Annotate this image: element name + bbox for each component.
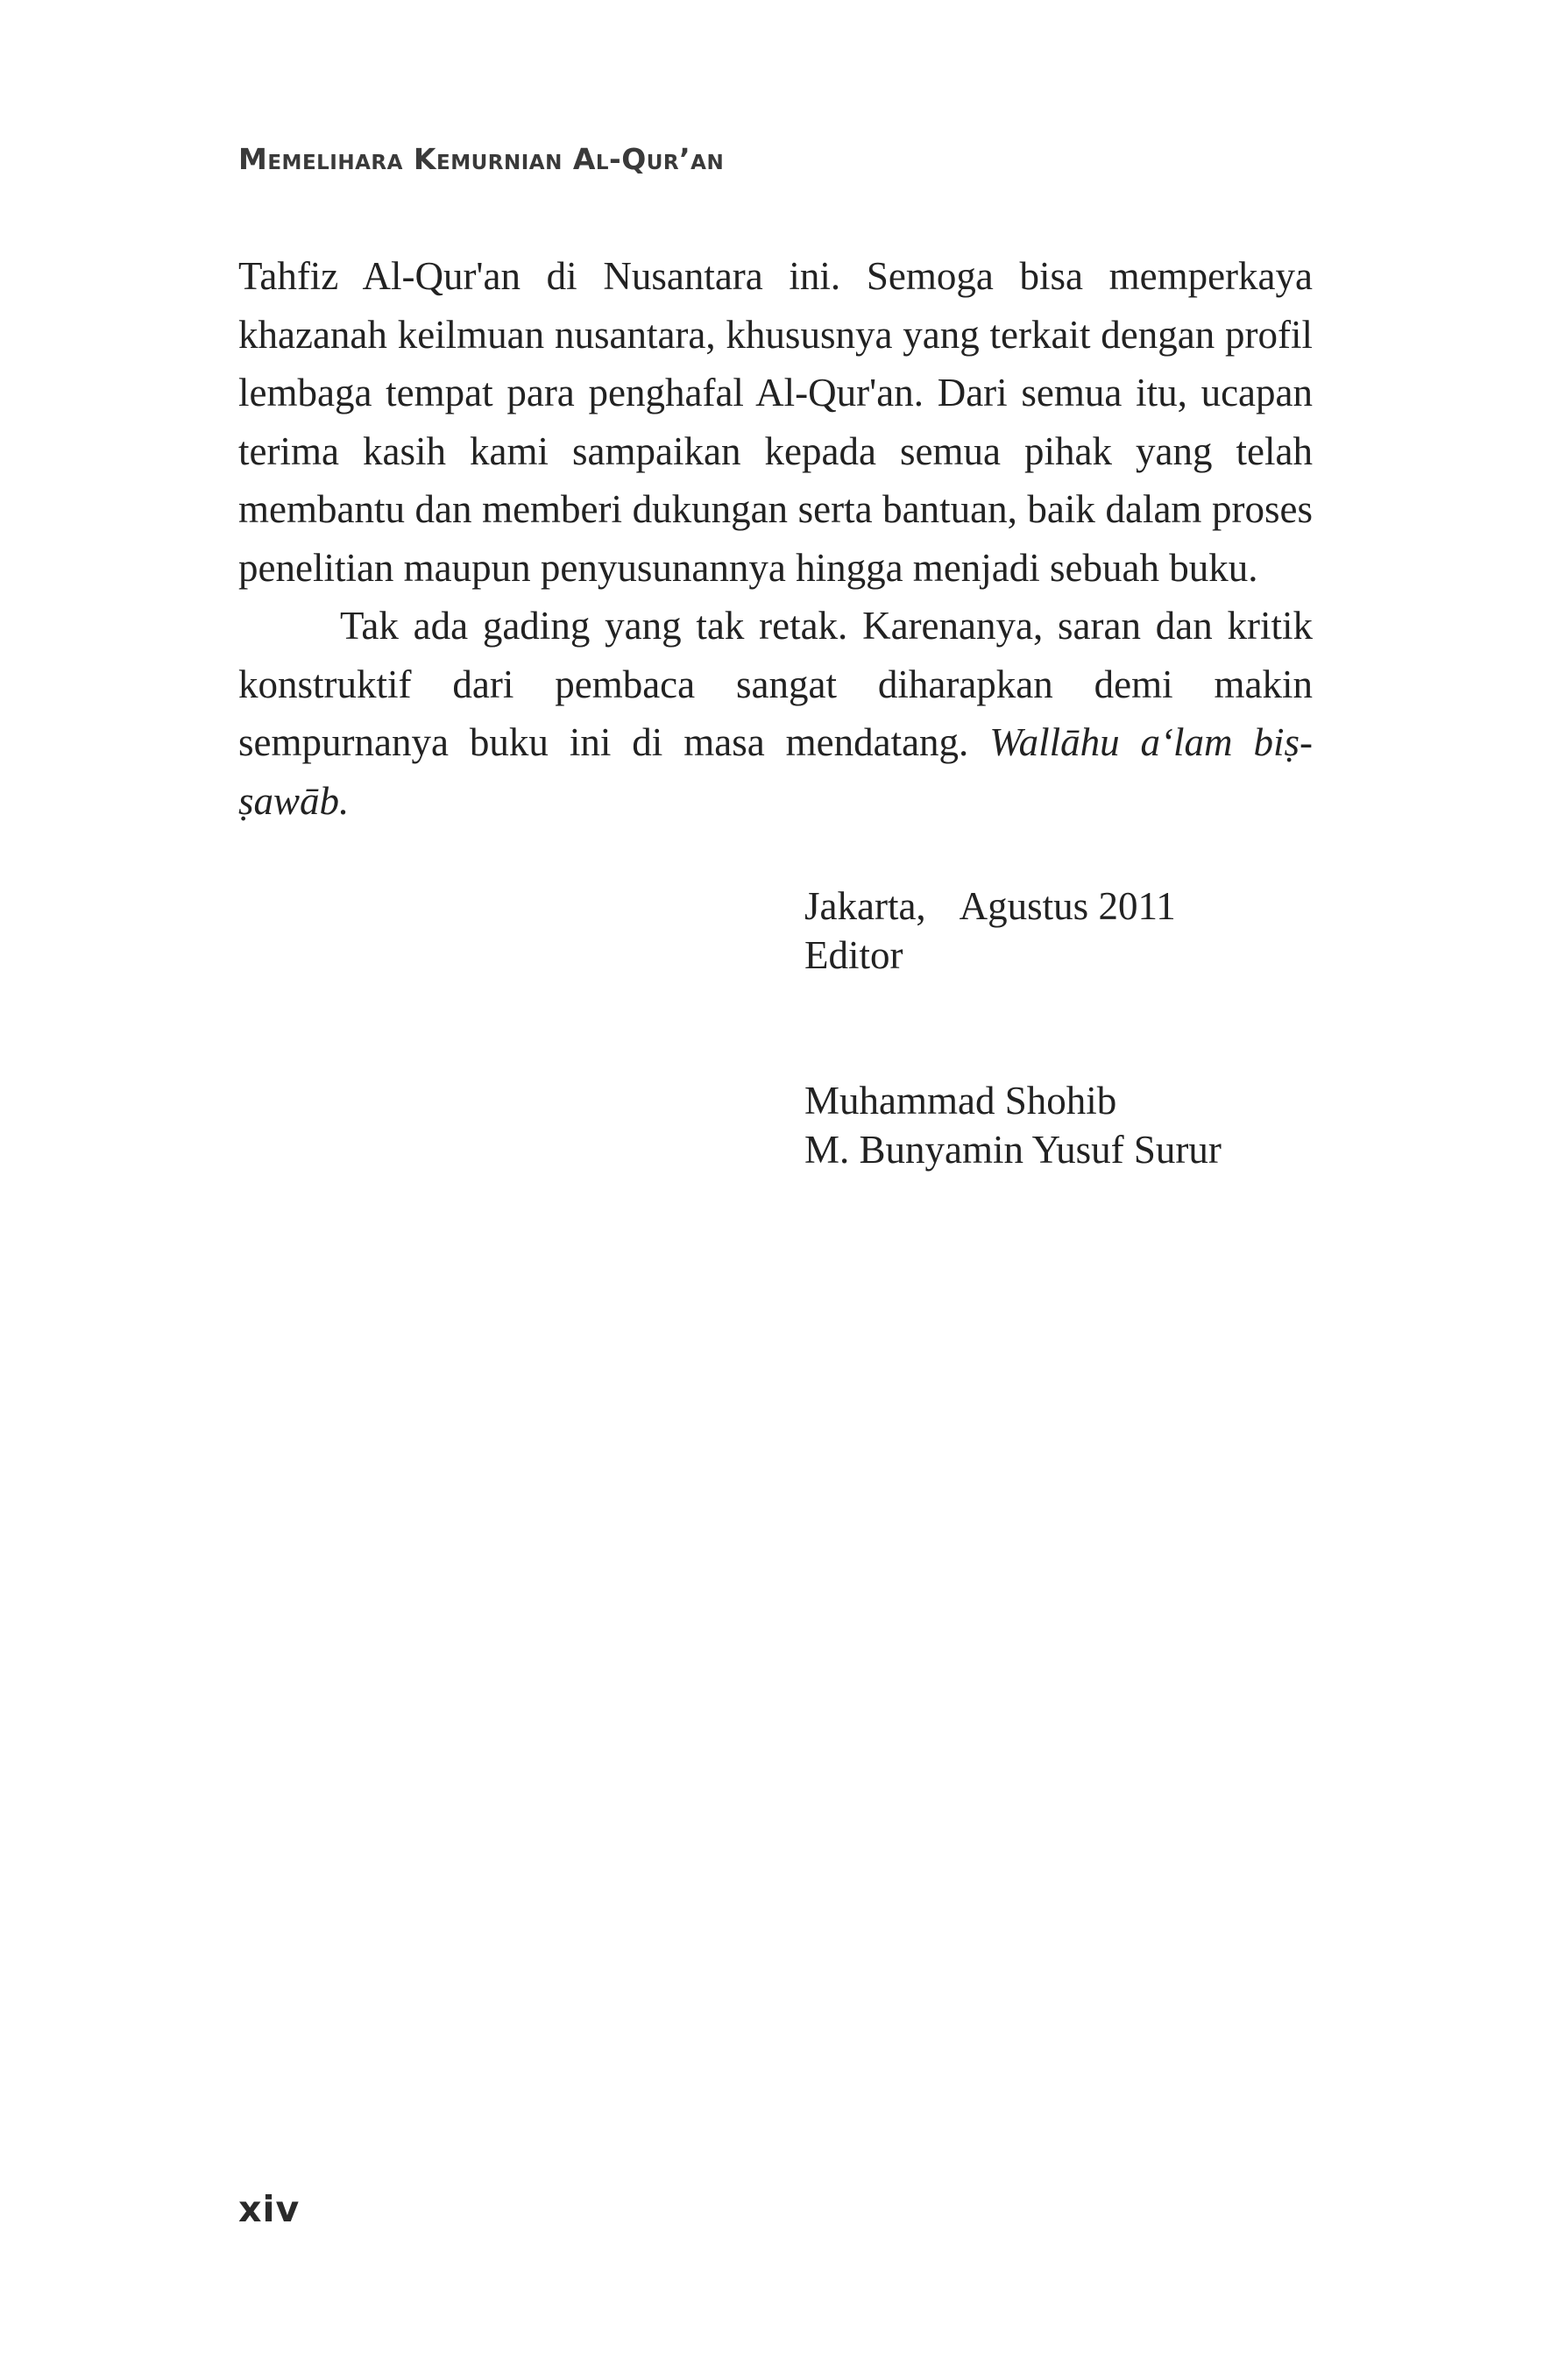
page-number: xiv (238, 2188, 301, 2230)
signature-place: Jakarta, (804, 884, 926, 928)
paragraph-2 (238, 597, 1313, 830)
signature-name-1: Muhammad Shohib (804, 1079, 1117, 1123)
body-text (238, 247, 1313, 830)
signature-names (804, 1076, 1222, 1174)
signature-block (804, 882, 1222, 1174)
signature-role: Editor (804, 933, 903, 977)
paragraph-2-text: Tak ada gading yang tak retak. Karenanya, saran dan kritik konstruktif dari pembaca sangat diharapkan demi makin sempurnanya buku ini di masa mendatang. (238, 604, 1313, 764)
place-date-line (804, 882, 1222, 931)
running-header (238, 142, 724, 176)
running-head-title: Memelihara Kemurnian Al-Qur’an (238, 142, 725, 176)
paragraph-1: Tahfiz Al-Qur'an di Nusantara ini. Semoga bisa memperkaya khazanah keilmuan nusantara, khususnya yang terkait dengan profil lembaga tempat para penghafal Al-Qur'an. Dari semua itu, ucapan terima kasih kami sampaikan kepada semua pihak yang telah membantu dan memberi dukungan serta bantuan, baik dalam proses penelitian maupun penyusunannya hingga menjadi sebuah buku. (238, 254, 1313, 590)
signature-date: Agustus 2011 (959, 884, 1176, 928)
signature-name-2: M. Bunyamin Yusuf Surur (804, 1128, 1222, 1172)
paragraph-2-italic: Wallāhu a‘lam biṣ-ṣawāb. (238, 720, 1313, 823)
